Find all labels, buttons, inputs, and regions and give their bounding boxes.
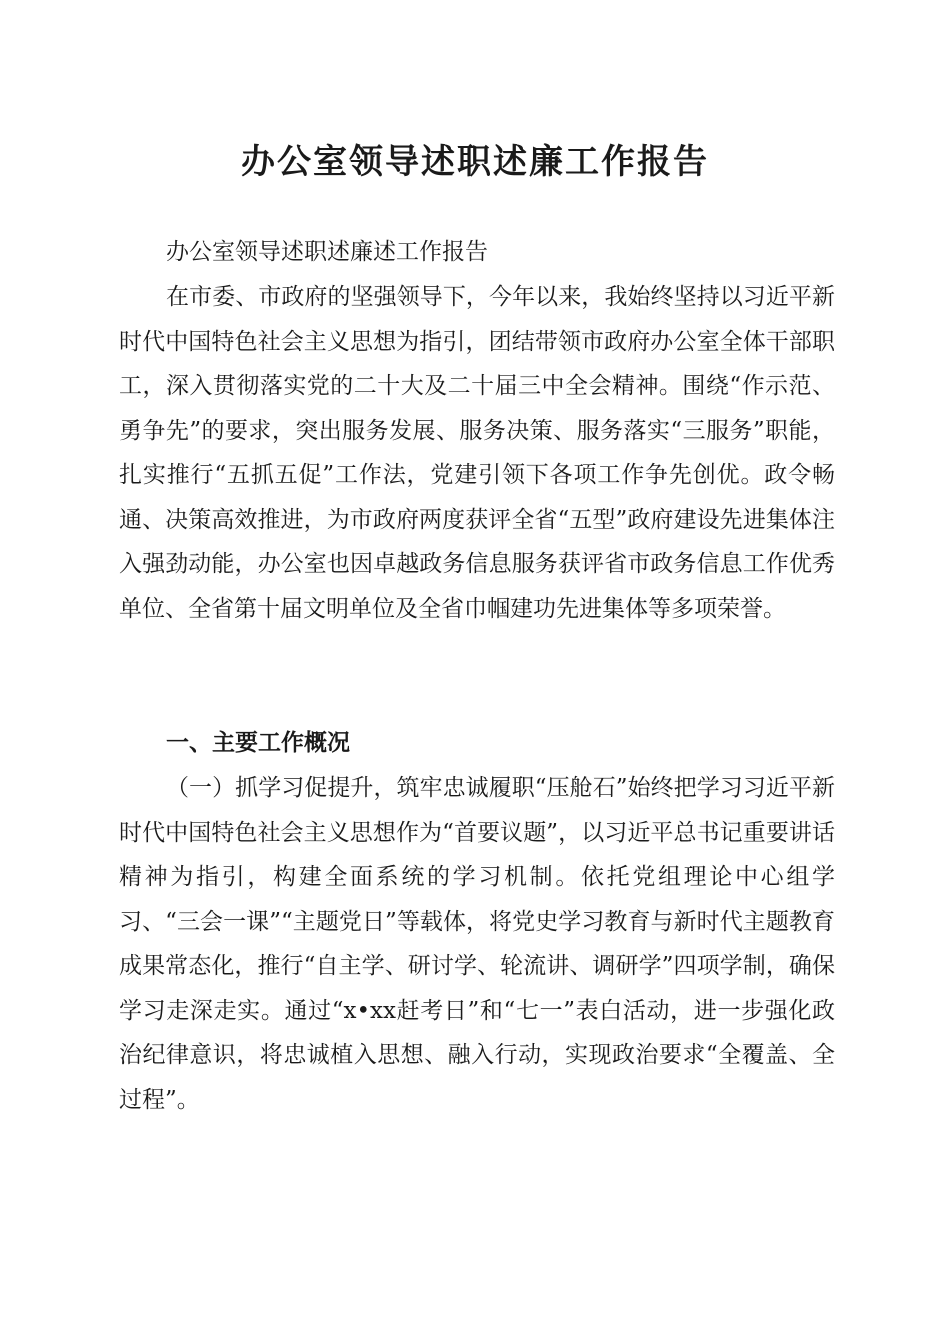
section-heading-main-work: 一、主要工作概况 — [166, 729, 350, 756]
document-title: 办公室领导述职述廉工作报告 — [241, 142, 709, 182]
section-paragraph-study: （一）抓学习促提升，筑牢忠诚履职“压舱石”始终把学习习近平新时代中国特色社会主义思想作为“首要议题”，以习近平总书记重要讲话精神为指引，构建全面系统的学习机制。依托党组理论中心组学习、“三会一课”“主题党日”等载体，将党史学习教育与新时代主题教育成果常态化，推行“自主学、研讨学、轮流讲、调研学”四项学制，确保学习走深走实。通过“x•xx赶考日”和“七一”表白活动，进一步强化政治纪律意识，将忠诚植入思想、融入行动，实现政治要求“全覆盖、全过程”。 — [119, 775, 835, 1113]
intro-paragraph: 在市委、市政府的坚强领导下，今年以来，我始终坚持以习近平新时代中国特色社会主义思想为指引，团结带领市政府办公室全体干部职工，深入贯彻落实党的二十大及二十届三中全会精神。围绕“作示范、勇争先”的要求，突出服务发展、服务决策、服务落实“三服务”职能，扎实推行“五抓五促”工作法，党建引领下各项工作争先创优。政令畅通、决策高效推进，为市政府两度获评全省“五型”政府建设先进集体注入强劲动能，办公室也因卓越政务信息服务获评省市政务信息工作优秀单位、全省第十届文明单位及全省巾帼建功先进集体等多项荣誉。 — [119, 284, 835, 622]
document-subtitle: 办公室领导述职述廉述工作报告 — [166, 239, 488, 265]
